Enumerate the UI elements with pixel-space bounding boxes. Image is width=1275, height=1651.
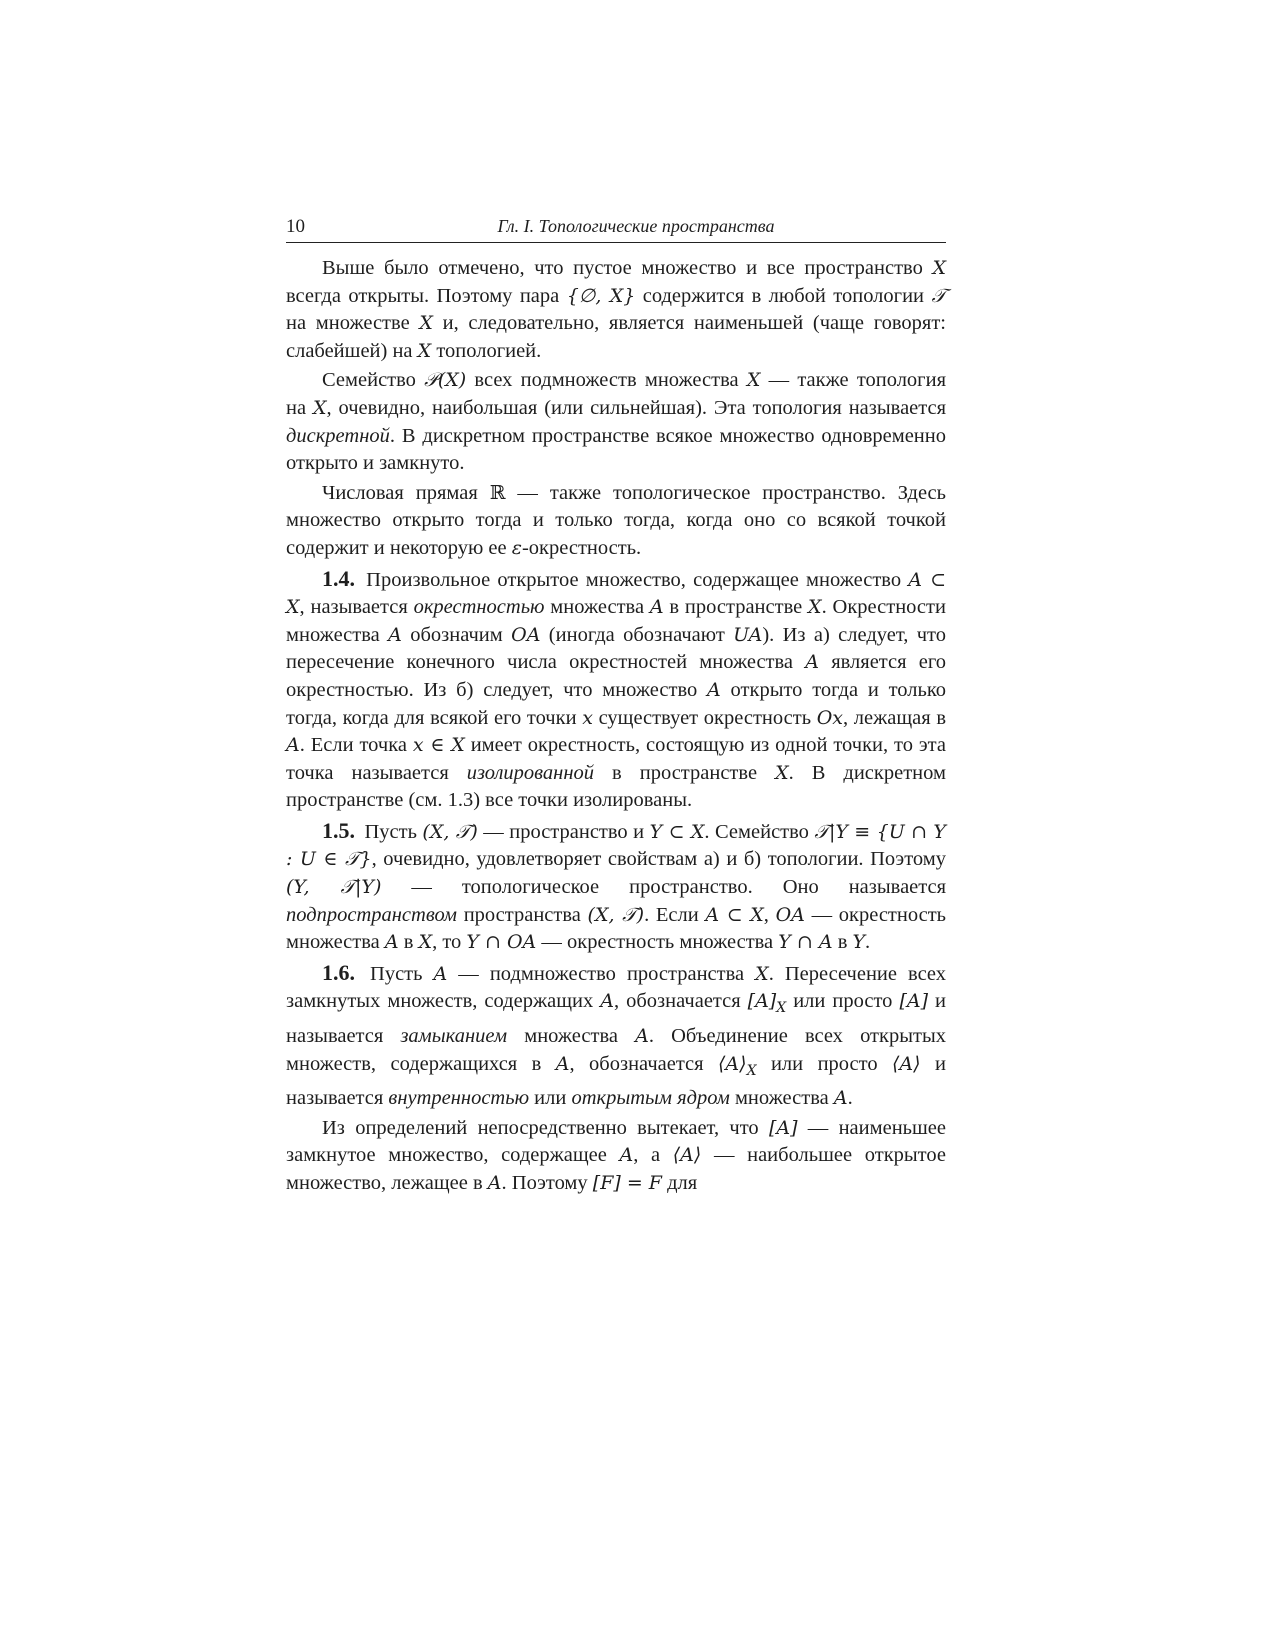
section-1-5 — [286, 817, 946, 957]
math: A — [600, 990, 614, 1013]
math: A — [805, 651, 819, 674]
text: — также топология на — [286, 369, 946, 419]
section-number: 1.5. — [322, 817, 355, 843]
math: ε — [511, 536, 522, 559]
text: Пусть — [359, 962, 434, 985]
text: — подмножество пространства — [447, 962, 756, 985]
text: множества — [729, 1087, 834, 1110]
math: X — [746, 369, 761, 392]
text: для — [661, 1172, 698, 1194]
text: , обозначается — [613, 990, 748, 1013]
text: или просто — [786, 990, 900, 1013]
text: . — [865, 931, 871, 954]
math: Y ∩ OA — [466, 931, 537, 954]
text: в пространстве — [594, 761, 776, 784]
text: Пусть — [359, 820, 423, 843]
text: . — [847, 1087, 853, 1110]
math: ℝ — [489, 481, 506, 504]
math-subscript: X — [746, 1062, 757, 1079]
text: . Семейство — [704, 820, 815, 843]
text: , — [763, 903, 776, 926]
math: 𝒯|Y ≡ {U ∩ Y : U ∈ 𝒯} — [286, 820, 946, 871]
section-1-4 — [286, 565, 946, 815]
math: {∅, X} — [566, 284, 636, 307]
text: имеет окрестность, состоящую из одной точки, то эта точка называется — [286, 734, 946, 784]
text: . В дискретном пространстве (см. 1.3) все точки изолированы. — [286, 761, 946, 812]
paragraph-real-line — [286, 480, 946, 563]
math: A — [384, 931, 399, 954]
math: A — [555, 1052, 570, 1075]
math: ⟨A⟩ — [672, 1144, 702, 1167]
math: A — [619, 1144, 634, 1167]
math: A — [635, 1025, 649, 1048]
text: . Поэтому — [501, 1172, 593, 1194]
math: Y ∩ A — [778, 931, 833, 954]
text: множества — [507, 1025, 636, 1048]
text: открыто тогда и только тогда, когда для всякой его точки — [286, 678, 947, 729]
text: — топологическое пространство. Оно называется — [381, 876, 946, 899]
math: Ox — [816, 706, 843, 729]
text: , обозначается — [569, 1052, 719, 1075]
text: пространства — [457, 903, 588, 926]
math: A — [487, 1172, 502, 1194]
text: . Окрестности множества — [286, 596, 946, 646]
math: (Y, 𝒯|Y) — [286, 876, 382, 899]
text: содержится в любой топологии — [635, 284, 932, 307]
emphasis: изолированной — [466, 761, 595, 784]
section-1-6 — [286, 959, 946, 1113]
text: в — [398, 931, 419, 954]
math: A — [388, 623, 402, 646]
text: Семейство — [322, 369, 425, 392]
text: и называется — [286, 990, 946, 1048]
text: Произвольное открытое множество, содержащее множество — [359, 568, 909, 591]
paragraph-empty-set-open — [286, 255, 946, 365]
text: на множестве — [286, 312, 420, 335]
math: [A] — [899, 990, 928, 1013]
text: или — [529, 1087, 572, 1110]
math: X — [419, 312, 433, 335]
text: топологией. — [431, 339, 542, 362]
math: [F] = F — [592, 1172, 662, 1194]
math: A — [433, 962, 448, 985]
text: в пространстве — [663, 596, 809, 619]
book-page — [286, 216, 946, 1198]
section-number: 1.6. — [322, 959, 355, 985]
math: Y ⊂ X — [649, 820, 705, 843]
math: X — [775, 761, 789, 784]
text: всегда открыты. Поэтому пара — [286, 284, 567, 307]
math: A — [833, 1087, 848, 1110]
text: — также топологическое пространство. Здесь множество открыто тогда и только тогда, когда оно со всякой точкой содержит и некоторую ее — [286, 481, 946, 559]
text: и, следовательно, является наименьшей (чаще говорят: слабейшей) на — [286, 312, 946, 362]
math: Y — [852, 931, 866, 954]
text: , то — [432, 931, 467, 954]
math: A — [707, 678, 721, 701]
text: , называется — [299, 596, 414, 619]
text: ). Из а) следует, что пересечение конечного числа окрестностей множества — [286, 623, 946, 674]
emphasis: открытым ядром — [571, 1087, 730, 1110]
math: ⟨A⟩ — [718, 1052, 747, 1075]
math: OA — [511, 623, 541, 646]
section-number: 1.4. — [322, 565, 355, 591]
math: UA — [733, 623, 763, 646]
text: Выше было отмечено, что пустое множество и все пространство — [322, 257, 933, 279]
emphasis: окрестностью — [413, 596, 545, 619]
text: в — [832, 931, 853, 954]
math: (X, 𝒯) — [422, 820, 478, 843]
math: [A] — [768, 1116, 798, 1139]
math: x ∈ X — [412, 734, 465, 757]
math: X — [755, 962, 769, 985]
paragraph-closure-interior — [286, 1115, 946, 1198]
text: Числовая прямая — [322, 481, 490, 504]
text: — пространство и — [477, 820, 650, 843]
text: . Если — [644, 903, 706, 926]
text: и называется — [286, 1052, 946, 1110]
page-body — [286, 255, 946, 1198]
math: (X, 𝒯) — [587, 903, 645, 926]
text: всех подмножеств множества — [466, 369, 747, 392]
text: или просто — [756, 1052, 893, 1075]
text: является его окрестностью. Из б) следует, что множество — [286, 651, 946, 701]
emphasis: замыканием — [400, 1025, 508, 1048]
emphasis: дискретной — [286, 424, 390, 447]
emphasis: внутренностью — [388, 1087, 530, 1110]
running-head — [286, 216, 946, 243]
math-subscript: X — [776, 1000, 787, 1017]
math: [A] — [747, 990, 777, 1013]
text: Из определений непосредственно вытекает, что — [322, 1116, 769, 1139]
text: . Объединение всех открытых множеств, содержащихся в — [286, 1025, 946, 1075]
math: X — [417, 339, 432, 362]
math: x — [582, 706, 593, 729]
math: ⟨A⟩ — [892, 1052, 921, 1075]
text: — наименьшее замкнутое множество, содержащее — [286, 1116, 946, 1167]
math: 𝒯 — [931, 284, 946, 307]
text: , лежащая в — [843, 706, 947, 729]
text: , очевидно, наибольшая (или сильнейшая). Эта топология называется — [326, 396, 946, 419]
text: . Если точка — [299, 734, 413, 757]
math: X — [932, 257, 946, 279]
page-number: 10 — [286, 216, 305, 237]
text: -окрестность. — [521, 536, 642, 559]
math: A ⊂ X — [705, 903, 764, 926]
text: обозначим — [401, 623, 512, 646]
math: X — [808, 596, 822, 619]
text: — наибольшее открытое множество, лежащее в — [286, 1144, 946, 1194]
text: — окрестность множества — [286, 903, 947, 954]
text: множества — [544, 596, 650, 619]
math: X — [418, 931, 433, 954]
text: (иногда обозначают — [540, 623, 734, 646]
text: . Пересечение всех замкнутых множеств, содержащих — [286, 962, 947, 1013]
text: . В дискретном пространстве всякое множество одновременно открыто и замкнуто. — [286, 424, 946, 475]
math: OA — [775, 903, 805, 926]
text: , а — [633, 1144, 673, 1167]
math: 𝒫(X) — [424, 369, 467, 392]
emphasis: подпространством — [286, 903, 458, 926]
math: A — [286, 734, 300, 757]
math: X — [312, 396, 327, 419]
paragraph-discrete-topology — [286, 367, 946, 477]
text: , очевидно, удовлетворяет свойствам а) и б) топологии. Поэтому — [371, 848, 946, 871]
chapter-title: Гл. I. Топологические пространства — [497, 216, 775, 236]
math: A — [649, 596, 664, 619]
text: существует окрестность — [592, 706, 817, 729]
text: — окрестность множества — [536, 931, 779, 954]
math: A ⊂ X — [286, 568, 946, 619]
